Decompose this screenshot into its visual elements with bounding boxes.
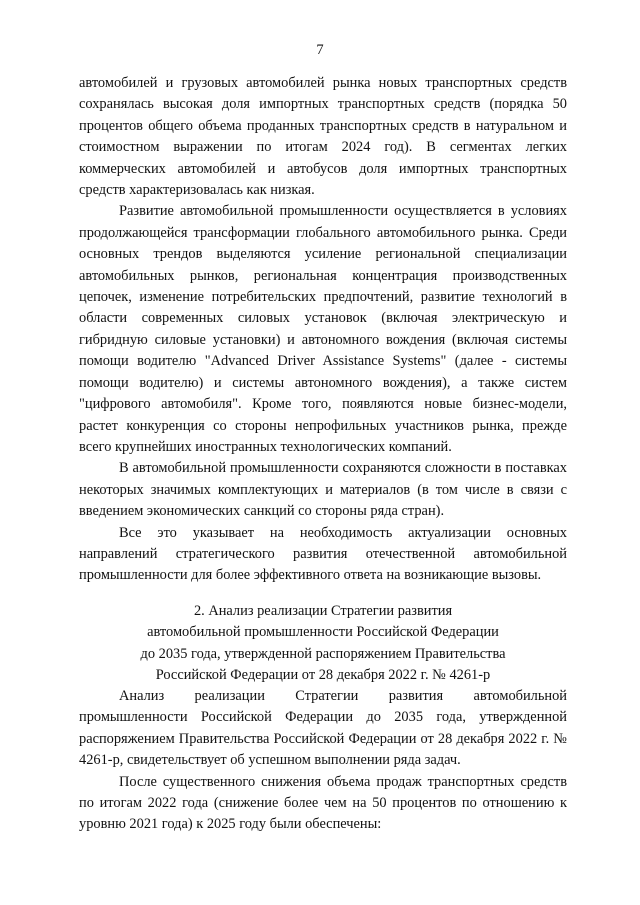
section-heading bbox=[79, 601, 567, 687]
section-heading-line: Российской Федерации от 28 декабря 2022 г. № 4261-р bbox=[155, 667, 491, 684]
paragraph-industry-development: Развитие автомобильной промышленности осуществляется в условиях продолжающейся трансформации глобального автомобильного рынка. Среди основных трендов выделяются усиление региональной специализации автомобильных рынков, региональная концентрация производственных цепочек, изменение потребительских предпочтений, развитие технологий в области современных силовых установок (включая электрическую и гибридную силовые установки) и автономного вождения (включая системы помощи водителю "Advanced Driver Assistance Systems" (далее - системы помощи водителю) и системы автономного вождения), а также систем "цифрового автомобиля". Кроме того, появляются новые бизнес-модели, растет конкуренция со стороны непрофильных участников рынка, прежде всего крупнейших иностранных технологических компаний. bbox=[79, 203, 567, 455]
paragraph-continuation: автомобилей и грузовых автомобилей рынка новых транспортных средств сохранялась высокая доля импортных транспортных средств (порядка 50 процентов общего объема проданных транспортных средств в натуральном и стоимостном выражении по итогам 2024 год). В сегментах легких коммерческих автомобилей и автобусов доля импортных транспортных средств характеризовалась как низкая. bbox=[79, 75, 567, 199]
page-number: 7 bbox=[316, 42, 324, 58]
section-heading-line: до 2035 года, утвержденной распоряжением Правительства bbox=[140, 645, 506, 662]
body-text-top bbox=[79, 73, 567, 587]
paragraph-strategy-update-need: Все это указывает на необходимость актуализации основных направлений стратегического развития отечественной автомобильной промышленности для более эффективного ответа на возникающие вызовы. bbox=[79, 524, 567, 584]
section-heading-line: 2. Анализ реализации Стратегии развития bbox=[193, 603, 453, 619]
body-text-bottom bbox=[79, 686, 567, 836]
section-heading-line: автомобильной промышленности Российской Федерации bbox=[147, 624, 499, 641]
paragraph-strategy-analysis: Анализ реализации Стратегии развития автомобильной промышленности Российской Федерации до 2035 года, утвержденной распоряжением Правительства Российской Федерации от 28 декабря 2022 г. № 4261-р, свидетельствует об успешном выполнении ряда задач. bbox=[79, 688, 567, 769]
paragraph-sales-recovery: После существенного снижения объема продаж транспортных средств по итогам 2022 года (снижение более чем на 50 процентов по отношению к уровню 2021 года) к 2025 году были обеспечены: bbox=[79, 773, 567, 833]
paragraph-supply-difficulties: В автомобильной промышленности сохраняются сложности в поставках некоторых значимых комплектующих и материалов (в том числе в связи с введением экономических санкций со стороны ряда стран). bbox=[79, 460, 567, 520]
